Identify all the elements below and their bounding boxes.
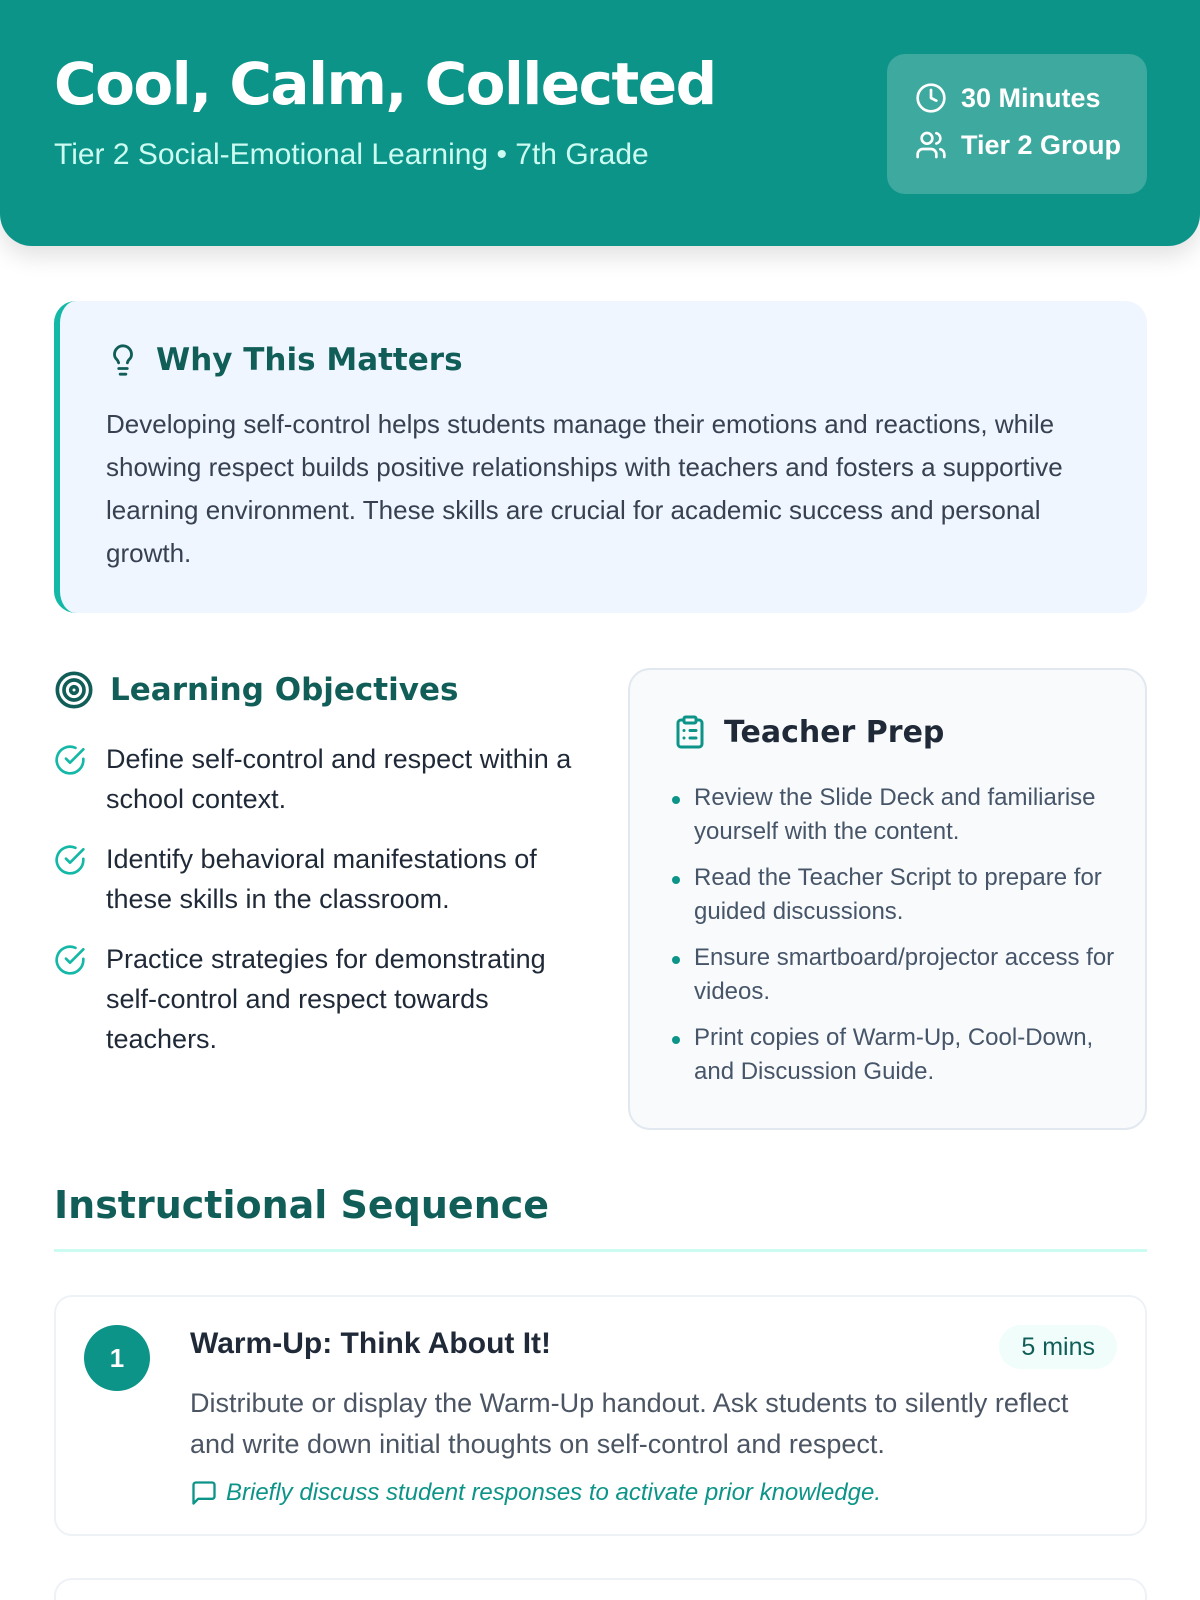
objective-text: Define self-control and respect within a school context. xyxy=(106,744,572,814)
objectives-list xyxy=(54,739,594,1059)
why-this-matters-panel xyxy=(54,301,1147,613)
prep-item xyxy=(672,861,1122,929)
objective-item xyxy=(54,939,594,1059)
lesson-subtitle: Tier 2 Social-Emotional Learning • 7th Grade xyxy=(54,138,649,171)
objective-item xyxy=(54,839,594,919)
lesson-meta xyxy=(887,54,1147,194)
step-note-text: Briefly discuss student responses to activate prior knowledge. xyxy=(226,1479,881,1506)
duration-meta xyxy=(915,82,1101,114)
group-meta xyxy=(915,129,1121,161)
bullet xyxy=(672,1036,680,1044)
step-description: Distribute or display the Warm-Up handout. Ask students to silently reflect and write down initial thoughts on self-control and respect. xyxy=(190,1388,1069,1459)
prep-title-row xyxy=(672,712,944,752)
prep-title: Teacher Prep xyxy=(724,714,945,750)
step-duration-badge: 5 mins xyxy=(999,1325,1117,1369)
prep-text: Print copies of Warm-Up, Cool-Down, and Discussion Guide. xyxy=(694,1024,1094,1085)
bullet xyxy=(672,876,680,884)
bullet xyxy=(672,796,680,804)
sequence-divider xyxy=(54,1249,1147,1252)
step-title: Warm-Up: Think About It! xyxy=(190,1327,552,1360)
prep-list xyxy=(672,781,1122,1101)
target-icon xyxy=(54,670,94,710)
prep-item xyxy=(672,941,1122,1009)
prep-text: Review the Slide Deck and familiarise yourself with the content. xyxy=(694,784,1096,845)
step-number: 1 xyxy=(84,1325,150,1391)
check-circle-icon xyxy=(54,844,86,876)
objectives-title-row xyxy=(54,668,594,712)
why-title-row xyxy=(106,341,463,379)
group-label: Tier 2 Group xyxy=(961,129,1122,160)
teacher-prep-panel xyxy=(628,668,1147,1130)
objective-item xyxy=(54,739,594,819)
prep-item xyxy=(672,1021,1122,1089)
check-circle-icon xyxy=(54,744,86,776)
learning-objectives xyxy=(54,668,594,1079)
lightbulb-icon xyxy=(106,341,140,379)
lesson-title: Cool, Calm, Collected xyxy=(54,50,716,118)
prep-text: Read the Teacher Script to prepare for guided discussions. xyxy=(694,864,1102,925)
why-body: Developing self-control helps students manage their emotions and reactions, while showing respect builds positive relationships with teachers and fosters a supportive learning environment. These skills are crucial for academic success and personal growth. xyxy=(106,409,1063,568)
check-circle-icon xyxy=(54,944,86,976)
objectives-title: Learning Objectives xyxy=(110,672,459,708)
why-title: Why This Matters xyxy=(156,342,463,378)
lesson-header xyxy=(0,0,1200,246)
step-card xyxy=(54,1295,1147,1536)
bullet xyxy=(672,956,680,964)
users-icon xyxy=(915,129,947,161)
objective-text: Practice strategies for demonstrating self-control and respect towards teachers. xyxy=(106,944,546,1054)
objective-text: Identify behavioral manifestations of these skills in the classroom. xyxy=(106,844,537,914)
sequence-title: Instructional Sequence xyxy=(54,1183,550,1227)
step-note xyxy=(190,1479,881,1507)
message-square-icon xyxy=(190,1479,218,1507)
prep-text: Ensure smartboard/projector access for videos. xyxy=(694,944,1115,1005)
prep-item xyxy=(672,781,1122,849)
step-card-next xyxy=(54,1578,1147,1600)
clipboard-icon xyxy=(672,712,708,752)
clock-icon xyxy=(915,82,947,114)
duration-label: 30 Minutes xyxy=(961,82,1101,113)
